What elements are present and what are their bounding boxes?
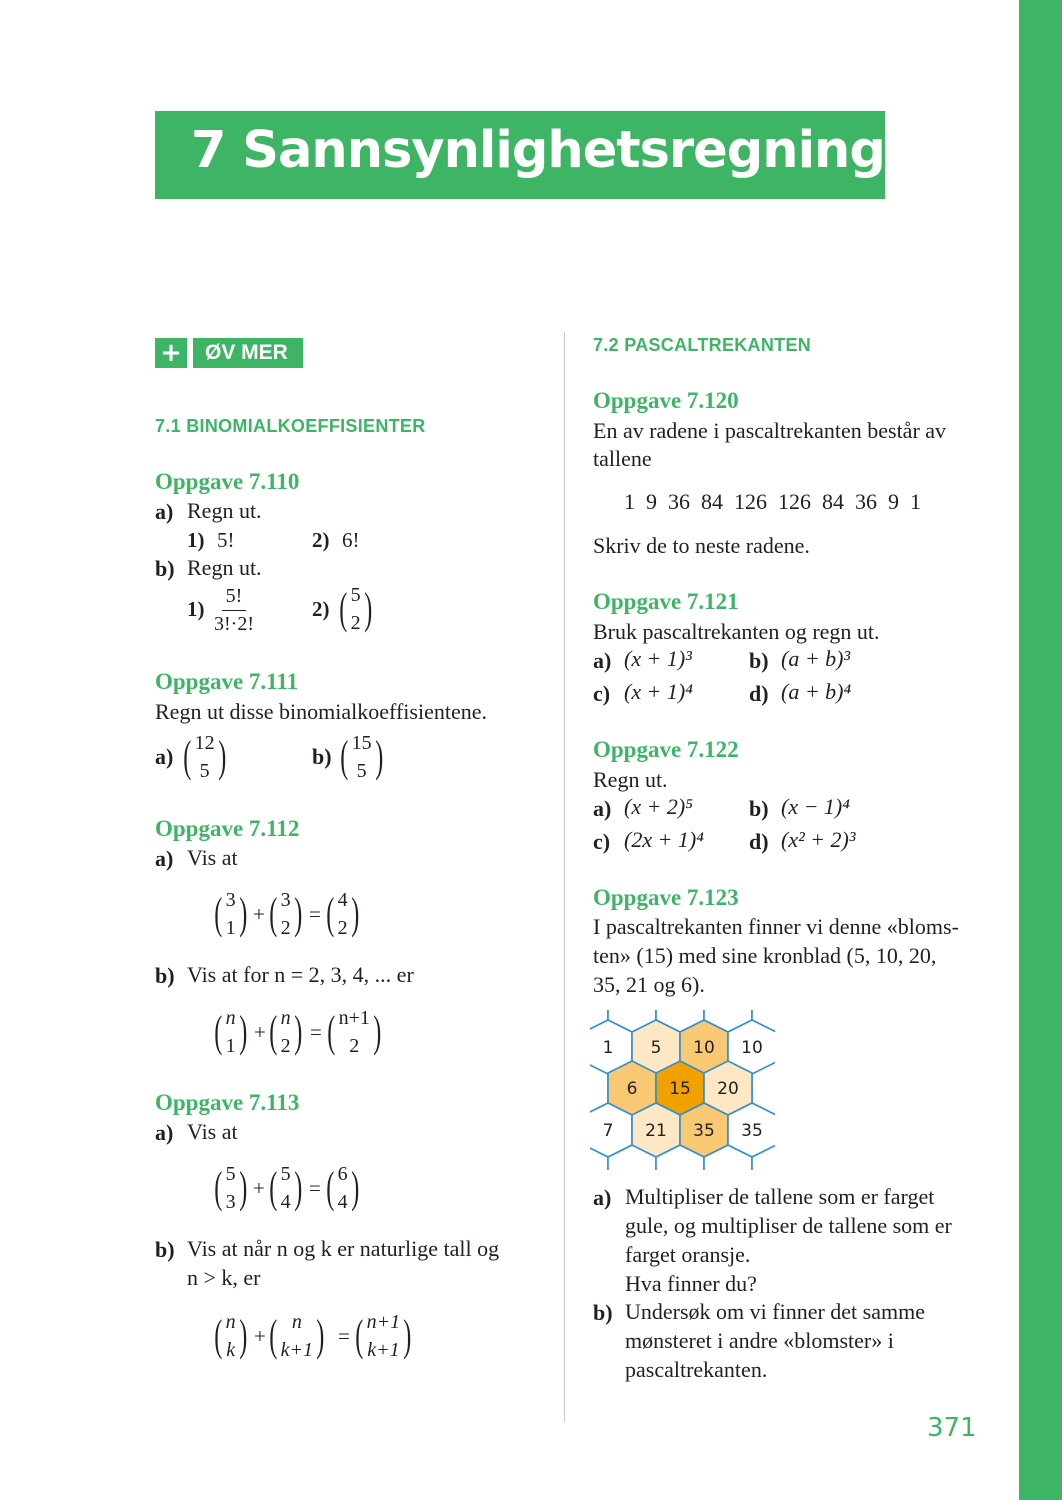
task-heading-7-122: Oppgave 7.122	[593, 737, 739, 762]
label-c: c)	[593, 829, 611, 854]
hex-cell-value: 10	[693, 1038, 715, 1058]
label-a: a)	[593, 1185, 612, 1210]
task-text: Undersøk om vi finner det samme	[625, 1299, 925, 1324]
label-c: c)	[593, 681, 611, 706]
section-heading-7-1: 7.1 BINOMIALKOEFFISIENTER	[155, 416, 426, 436]
task-text: Multipliser de tallene som er farget	[625, 1184, 935, 1209]
binom-top: n+1	[366, 1311, 401, 1333]
task-text: pascaltrekanten.	[625, 1357, 768, 1382]
label-a: a)	[593, 648, 612, 673]
binomial: ( n 2 )	[266, 1002, 305, 1062]
fraction-numerator: 5!	[222, 585, 247, 611]
expression: (2x + 1)⁴	[624, 827, 704, 852]
binom-top: n	[291, 1311, 302, 1333]
binom-bottom: k+1	[280, 1339, 314, 1361]
task-text: Skriv de to neste radene.	[593, 533, 810, 558]
task-text: n > k, er	[187, 1265, 261, 1290]
task-text: Vis at når n og k er naturlige tall og	[187, 1236, 500, 1261]
pascal-row: 1 9 36 84 126 126 84 36 9 1	[624, 489, 921, 514]
task-heading-7-120: Oppgave 7.120	[593, 388, 739, 413]
binomial: ( 4 2 )	[323, 884, 362, 944]
binom-bottom: 2	[337, 917, 348, 939]
binomial: ( 15 5 )	[337, 727, 386, 787]
label-d: d)	[749, 681, 769, 706]
plus-sign: +	[254, 1020, 266, 1044]
label-a: a)	[155, 1120, 174, 1145]
task-text: I pascaltrekanten finner vi denne «bloms-	[593, 914, 959, 939]
binomial: ( n+1 k+1 )	[352, 1306, 415, 1366]
label-a: a)	[155, 499, 174, 524]
plus-icon: +	[155, 338, 187, 368]
binom-top: 5	[350, 584, 361, 606]
binom-bottom: 1	[225, 1035, 236, 1057]
binom-top: n	[280, 1007, 291, 1029]
binom-top: n+1	[338, 1007, 370, 1029]
plus-sign: +	[253, 1176, 265, 1200]
section-heading-7-2: 7.2 PASCALTREKANTEN	[593, 335, 812, 355]
task-heading-7-110: Oppgave 7.110	[155, 469, 300, 494]
hex-cell-value: 7	[602, 1121, 614, 1141]
binomial: ( n k+1 )	[266, 1306, 328, 1366]
label-b: b)	[749, 648, 769, 673]
binomial: ( 5 2 )	[336, 579, 375, 639]
equals-sign: =	[310, 1020, 322, 1044]
expression: (x² + 2)³	[781, 827, 856, 852]
binom-top: 4	[337, 889, 348, 911]
task-text: ten» (15) med sine kronblad (5, 10, 20,	[593, 943, 937, 968]
expression: (x + 1)⁴	[624, 679, 693, 704]
binom-bottom: 4	[337, 1191, 348, 1213]
binomial: ( 5 4 )	[266, 1158, 305, 1218]
task-heading-7-113: Oppgave 7.113	[155, 1090, 300, 1115]
hex-cell-value: 35	[741, 1121, 763, 1141]
expression: (x + 2)⁵	[624, 794, 693, 819]
binomial: ( 12 5 )	[180, 727, 229, 787]
task-text: tallene	[593, 446, 652, 471]
task-text: Regn ut.	[187, 498, 262, 523]
task-text: 35, 21 og 6).	[593, 972, 705, 997]
expression: (x + 1)³	[624, 646, 692, 671]
green-side-band	[1019, 0, 1062, 1500]
value: 5!	[217, 528, 235, 552]
task-text: Regn ut disse binomialkoeffisientene.	[155, 699, 487, 724]
plus-sign: +	[253, 902, 265, 926]
label-b: b)	[749, 796, 769, 821]
label-b: b)	[593, 1300, 613, 1325]
equals-sign: =	[309, 902, 321, 926]
label-b: b)	[155, 1237, 175, 1262]
label-1: 1)	[187, 528, 205, 552]
equals-sign: =	[338, 1324, 350, 1348]
label-2: 2)	[312, 528, 330, 552]
binom-bottom: 4	[280, 1191, 291, 1213]
binomial: ( n 1 )	[211, 1002, 250, 1062]
value: 6!	[342, 528, 360, 552]
binomial: ( 5 3 )	[211, 1158, 250, 1218]
label-a: a)	[155, 744, 174, 769]
expression: (x − 1)⁴	[781, 794, 850, 819]
task-text: Bruk pascaltrekanten og regn ut.	[593, 619, 880, 644]
hex-cell-value: 21	[645, 1121, 667, 1141]
hex-cell-value: 10	[741, 1038, 763, 1058]
label-d: d)	[749, 829, 769, 854]
binom-bottom: 2	[350, 612, 361, 634]
binom-bottom: 5	[199, 760, 210, 782]
task-text: Vis at	[187, 1119, 238, 1144]
label-a: a)	[593, 796, 612, 821]
ov-mer-label: ØV MER	[193, 338, 303, 368]
binom-bottom: 3	[225, 1191, 236, 1213]
binom-bottom: 2	[349, 1035, 360, 1057]
binomial: ( 3 1 )	[211, 884, 250, 944]
label-a: a)	[155, 846, 174, 871]
equals-sign: =	[309, 1176, 321, 1200]
task-text: Vis at	[187, 845, 238, 870]
plus-sign: +	[254, 1324, 266, 1348]
label-b: b)	[155, 556, 175, 581]
label-b: b)	[155, 963, 175, 988]
task-text: Regn ut.	[187, 555, 262, 580]
fraction-denominator: 3!·2!	[214, 613, 254, 635]
task-text: Vis at for n = 2, 3, 4, ... er	[187, 962, 414, 987]
binom-bottom: k+1	[367, 1339, 400, 1361]
task-heading-7-123: Oppgave 7.123	[593, 885, 739, 910]
binomial: ( 3 2 )	[266, 884, 305, 944]
fraction	[214, 585, 254, 636]
hex-cell-value: 6	[626, 1079, 638, 1099]
task-text: gule, og multipliser de tallene som er	[625, 1213, 952, 1238]
binom-top: 6	[337, 1163, 348, 1185]
binom-top: 5	[280, 1163, 291, 1185]
chapter-title-band	[155, 111, 885, 199]
label-2: 2)	[312, 597, 330, 621]
binom-top: 5	[225, 1163, 236, 1185]
hex-cell-value: 20	[717, 1079, 739, 1099]
task-text: En av radene i pascaltrekanten består av	[593, 418, 947, 443]
hex-cell-value: 5	[650, 1038, 662, 1058]
label-b: b)	[312, 744, 332, 769]
column-divider	[564, 332, 565, 1422]
binomial: ( n+1 2 )	[324, 1002, 385, 1062]
expression: (a + b)⁴	[781, 679, 852, 704]
binom-top: 15	[351, 732, 372, 754]
binom-bottom: 2	[280, 1035, 291, 1057]
binomial: ( n k )	[211, 1306, 250, 1366]
binom-bottom: k	[226, 1339, 236, 1361]
pascal-flower-hex-grid	[590, 1010, 775, 1170]
hex-cell-value: 35	[693, 1121, 715, 1141]
binom-top: n	[225, 1311, 236, 1333]
task-heading-7-112: Oppgave 7.112	[155, 816, 300, 841]
task-text: Regn ut.	[593, 767, 668, 792]
expression: (a + b)³	[781, 646, 851, 671]
binom-bottom: 5	[356, 760, 367, 782]
task-text: Hva finner du?	[625, 1271, 757, 1296]
task-heading-7-121: Oppgave 7.121	[593, 589, 739, 614]
page-number: 371	[927, 1413, 977, 1443]
task-heading-7-111: Oppgave 7.111	[155, 669, 299, 694]
binom-top: 12	[194, 732, 215, 754]
task-text: mønsteret i andre «blomster» i	[625, 1328, 894, 1353]
binom-top: 3	[280, 889, 291, 911]
hex-cell-value: 1	[602, 1038, 614, 1058]
binom-top: n	[225, 1007, 236, 1029]
label-1: 1)	[187, 597, 205, 621]
binom-bottom: 1	[225, 917, 236, 939]
task-text: farget oransje.	[625, 1242, 751, 1267]
binom-bottom: 2	[280, 917, 291, 939]
binom-top: 3	[225, 889, 236, 911]
hex-cell-value: 15	[669, 1079, 691, 1099]
binomial: ( 6 4 )	[323, 1158, 362, 1218]
chapter-title: 7 Sannsynlighetsregning	[191, 121, 885, 180]
